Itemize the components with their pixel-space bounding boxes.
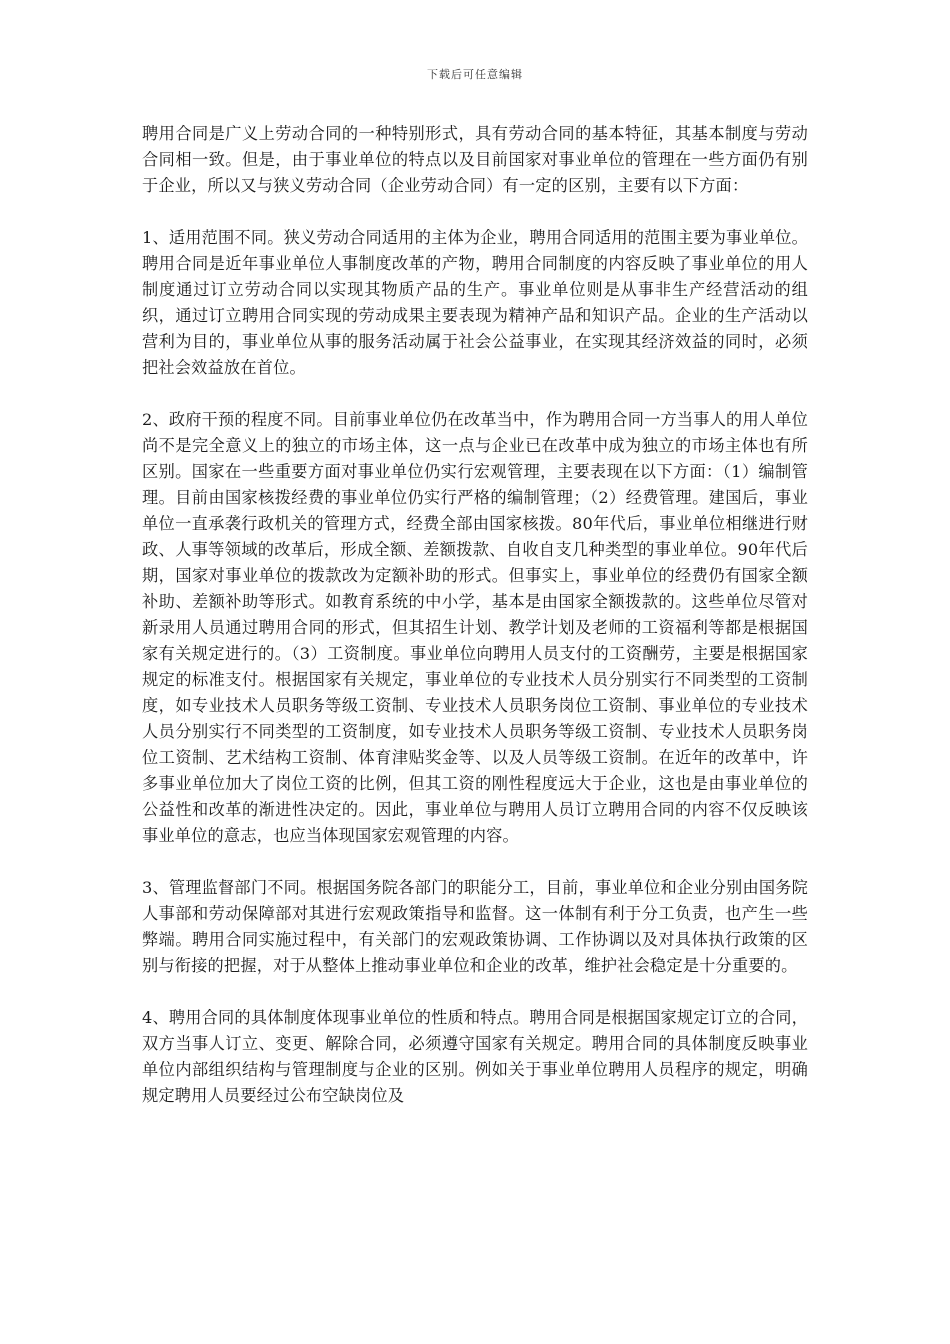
paragraph-supervision: 3、管理监督部门不同。根据国务院各部门的职能分工，目前，事业单位和企业分别由国务院人事部和劳动保障部对其进行宏观政策指导和监督。这一体制有利于分工负责，也产生一些弊端。聘用合同实施过程中，有关部门的宏观政策协调、工作协调以及对具体执行政策的区别与衔接的把握，对于从整体上推动事业单位和企业的改革，维护社会稳定是十分重要的。 (142, 878, 808, 975)
paragraph-scope: 1、适用范围不同。狭义劳动合同适用的主体为企业，聘用合同适用的范围主要为事业单位。聘用合同是近年事业单位人事制度改革的产物，聘用合同制度的内容反映了事业单位的用人制度通过订立劳动合同以实现其物质产品的生产。事业单位则是从事非生产经营活动的组织，通过订立聘用合同实现的劳动成果主要表现为精神产品和知识产品。企业的生产活动以营利为目的，事业单位从事的服务活动属于社会公益事业，在实现其经济效益的同时，必须把社会效益放在首位。 (142, 228, 808, 377)
paragraph-specific-system: 4、聘用合同的具体制度体现事业单位的性质和特点。聘用合同是根据国家规定订立的合同，双方当事人订立、变更、解除合同，必须遵守国家有关规定。聘用合同的具体制度反映事业单位内部组织结构与管理制度与企业的区别。例如关于事业单位聘用人员程序的规定，明确规定聘用人员要经过公布空缺岗位及 (142, 1008, 808, 1105)
paragraph-government-intervention: 2、政府干预的程度不同。目前事业单位仍在改革当中，作为聘用合同一方当事人的用人单位尚不是完全意义上的独立的市场主体，这一点与企业已在改革中成为独立的市场主体也有所区别。国家在一些重要方面对事业单位仍实行宏观管理，主要表现在以下方面：（1）编制管理。目前由国家核拨经费的事业单位仍实行严格的编制管理；（2）经费管理。建国后，事业单位一直承袭行政机关的管理方式，经费全部由国家核拨。80年代后，事业单位相继进行财政、人事等领域的改革后，形成全额、差额拨款、自收自支几种类型的事业单位。90年代后期，国家对事业单位的拨款改为定额补助的形式。但事实上，事业单位的经费仍有国家全额补助、差额补助等形式。如教育系统的中小学，基本是由国家全额拨款的。这些单位尽管对新录用人员通过聘用合同的形式，但其招生计划、教学计划及老师的工资福利等都是根据国家有关规定进行的。（3）工资制度。事业单位向聘用人员支付的工资酬劳，主要是根据国家规定的标准支付。根据国家有关规定，事业单位的专业技术人员分别实行不同类型的工资制度，如专业技术人员职务等级工资制、专业技术人员职务岗位工资制、事业单位的专业技术人员分别实行不同类型的工资制度，如专业技术人员职务等级工资制、专业技术人员职务岗位工资制、艺术结构工资制、体育津贴奖金等、以及人员等级工资制。在近年的改革中，许多事业单位加大了岗位工资的比例，但其工资的刚性程度远大于企业，这也是由事业单位的公益性和改革的渐进性决定的。因此，事业单位与聘用人员订立聘用合同的内容不仅反映该事业单位的意志，也应当体现国家宏观管理的内容。 (142, 410, 808, 845)
page-header: 下载后可任意编辑 (427, 68, 523, 81)
document-body (142, 121, 808, 1135)
paragraph-intro: 聘用合同是广义上劳动合同的一种特别形式，具有劳动合同的基本特征，其基本制度与劳动合同相一致。但是，由于事业单位的特点以及目前国家对事业单位的管理在一些方面仍有别于企业，所以又与狭义劳动合同（企业劳动合同）有一定的区别，主要有以下方面： (142, 124, 808, 195)
